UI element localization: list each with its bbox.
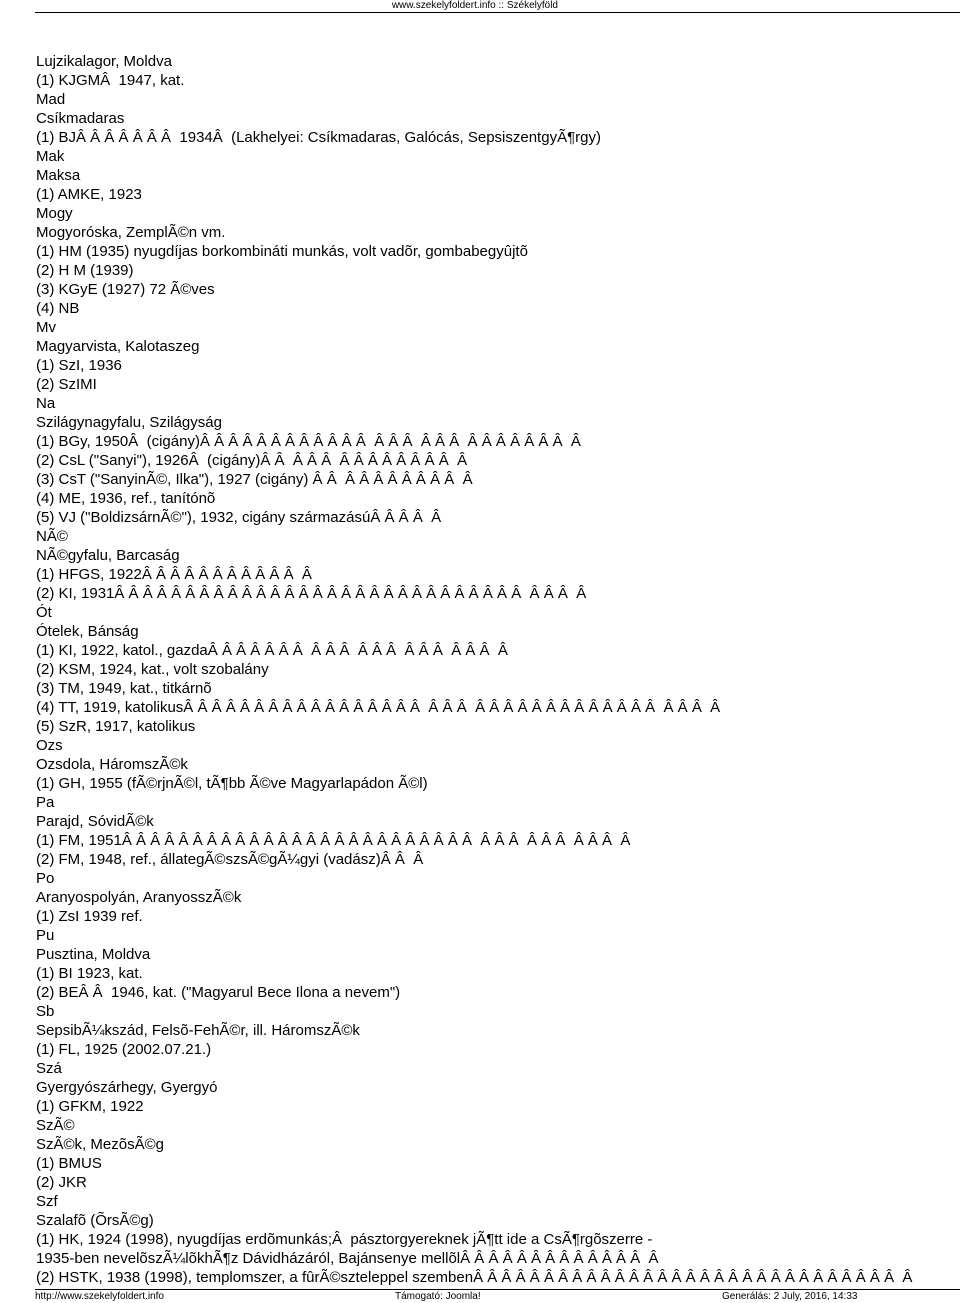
text-line: Aranyospolyán, AranyosszÃ©k (36, 889, 242, 906)
header-divider (35, 12, 960, 13)
text-line: Po (36, 870, 55, 887)
text-line: (3) KGyE (1927) 72 Ã©ves (36, 281, 215, 298)
text-line: (1) HM (1935) nyugdíjas borkombináti munkás, volt vadõr, gombabegyûjtõ (36, 243, 528, 260)
footer-generated-date: Generálás: 2 July, 2016, 14:33 (722, 1291, 858, 1302)
text-line: (2) KSM, 1924, kat., volt szobalány (36, 661, 269, 678)
text-line: (1) FL, 1925 (2002.07.21.) (36, 1041, 212, 1058)
text-line: SzÃ© (36, 1117, 75, 1134)
text-line: SzÃ©k, MezõsÃ©g (36, 1136, 164, 1153)
text-line: Na (36, 395, 56, 412)
text-line: (3) CsT ("SanyinÃ©, Ilka"), 1927 (cigány) Â Â Â Â Â Â Â Â Â Â Â (36, 471, 473, 488)
footer-url-link[interactable]: http://www.szekelyfoldert.info (35, 1291, 164, 1302)
text-line: Szalafõ (ÕrsÃ©g) (36, 1212, 154, 1229)
text-line: Szilágynagyfalu, Szilágyság (36, 414, 222, 431)
text-line: NÃ©gyfalu, Barcaság (36, 547, 180, 564)
text-line: (2) FM, 1948, ref., állategÃ©szsÃ©gÃ¼gyi (vadász)Â Â Â (36, 851, 424, 868)
text-line: (4) TT, 1919, katolikusÂ Â Â Â Â Â Â Â Â Â Â Â Â Â Â Â Â Â Â Â Â Â Â Â Â Â Â Â Â Â Â Â Â Â Â Â Â (36, 699, 721, 716)
text-line: (1) BMUS (36, 1155, 102, 1172)
text-line: Sb (36, 1003, 55, 1020)
text-line: (5) SzR, 1917, katolikus (36, 718, 196, 735)
text-line: (2) CsL ("Sanyi"), 1926Â (cigány)Â Â Â Â Â Â Â Â Â Â Â Â Â Â (36, 452, 468, 469)
footer-divider (35, 1289, 960, 1290)
text-line: 1935-ben nevelõszÃ¼lõkhÃ¶z Dávidházáról, Bajánsenye mellõlÂ Â Â Â Â Â Â Â Â Â Â Â Â Â (36, 1250, 659, 1267)
text-line: Ót (36, 604, 52, 621)
text-line: (1) HFGS, 1922Â Â Â Â Â Â Â Â Â Â Â Â (36, 566, 312, 583)
text-line: (2) HSTK, 1938 (1998), templomszer, a fûrÃ©szteleppel szembenÂ Â Â Â Â Â Â Â Â Â Â Â Â Â Â Â Â Â Â Â Â Â Â Â Â Â Â Â Â Â Â (36, 1269, 913, 1286)
text-line: (1) GFKM, 1922 (36, 1098, 144, 1115)
document-body (36, 52, 960, 1287)
text-line: Pusztina, Moldva (36, 946, 151, 963)
text-line: (1) HK, 1924 (1998), nyugdíjas erdõmunkás;Â pásztorgyereknek jÃ¶tt ide a CsÃ¶rgõszerre - (36, 1231, 653, 1248)
text-line: Gyergyószárhegy, Gyergyó (36, 1079, 218, 1096)
page-header-site-title: www.szekelyfoldert.info :: Székelyföld (391, 0, 558, 11)
text-line: Parajd, SóvidÃ©k (36, 813, 154, 830)
text-line: (2) JKR (36, 1174, 87, 1191)
text-line: (4) ME, 1936, ref., tanítónõ (36, 490, 216, 507)
text-line: (1) KI, 1922, katol., gazdaÂ Â Â Â Â Â Â Â Â Â Â Â Â Â Â Â Â Â Â Â (36, 642, 508, 659)
text-line: Mak (36, 148, 65, 165)
text-line: Csíkmadaras (36, 110, 125, 127)
text-line: Mogyoróska, ZemplÃ©n vm. (36, 224, 226, 241)
text-line: Szá (36, 1060, 62, 1077)
text-line: (1) KJGMÂ 1947, kat. (36, 72, 185, 89)
text-line: Mogy (36, 205, 73, 222)
text-line: (2) KI, 1931Â Â Â Â Â Â Â Â Â Â Â Â Â Â Â Â Â Â Â Â Â Â Â Â Â Â Â Â Â Â Â Â Â (36, 585, 587, 602)
text-line: Mad (36, 91, 66, 108)
footer-sponsor: Támogató: Joomla! (395, 1291, 481, 1302)
text-line: (2) BEÂ Â 1946, kat. ("Magyarul Bece Ilona a nevem") (36, 984, 401, 1001)
text-line: (3) TM, 1949, kat., titkárnõ (36, 680, 212, 697)
text-line: (5) VJ ("BoldizsárnÃ©"), 1932, cigány származásúÂ Â Â Â Â (36, 509, 442, 526)
text-line: (1) SzI, 1936 (36, 357, 122, 374)
text-line: Maksa (36, 167, 81, 184)
text-line: Ótelek, Bánság (36, 623, 139, 640)
text-line: (1) BJÂ Â Â Â Â Â Â 1934Â (Lakhelyei: Csíkmadaras, Galócás, SepsiszentgyÃ¶rgy) (36, 129, 601, 146)
text-line: (2) H M (1939) (36, 262, 134, 279)
text-line: NÃ© (36, 528, 68, 545)
text-line: Ozsdola, HáromszÃ©k (36, 756, 188, 773)
text-line: Magyarvista, Kalotaszeg (36, 338, 200, 355)
text-line: (1) ZsI 1939 ref. (36, 908, 143, 925)
text-line: (1) FM, 1951Â Â Â Â Â Â Â Â Â Â Â Â Â Â Â Â Â Â Â Â Â Â Â Â Â Â Â Â Â Â Â Â Â Â Â (36, 832, 631, 849)
text-line: (1) BI 1923, kat. (36, 965, 143, 982)
text-line: Lujzikalagor, Moldva (36, 53, 172, 70)
text-line: Mv (36, 319, 56, 336)
text-line: Pa (36, 794, 55, 811)
text-line: Szf (36, 1193, 58, 1210)
text-line: (1) GH, 1955 (fÃ©rjnÃ©l, tÃ¶bb Ã©ve Magyarlapádon Ã©l) (36, 775, 428, 792)
text-line: Pu (36, 927, 55, 944)
text-line: (1) AMKE, 1923 (36, 186, 142, 203)
text-line: (2) SzIMI (36, 376, 97, 393)
text-line: SepsibÃ¼kszád, Felsõ-FehÃ©r, ill. HáromszÃ©k (36, 1022, 360, 1039)
text-line: (1) BGy, 1950Â (cigány)Â Â Â Â Â Â Â Â Â Â Â Â Â Â Â Â Â Â Â Â Â Â Â Â Â Â (36, 433, 581, 450)
text-line: Ozs (36, 737, 63, 754)
text-line: (4) NB (36, 300, 80, 317)
